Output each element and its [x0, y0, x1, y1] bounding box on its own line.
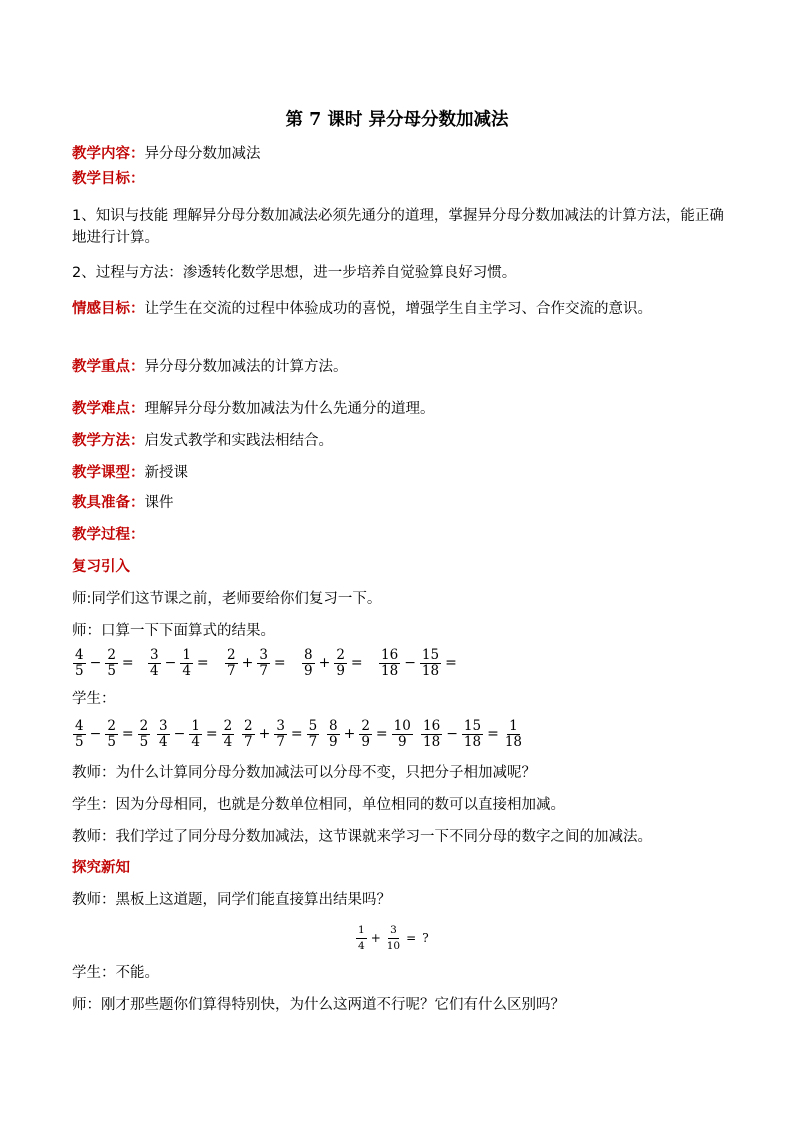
key-point-label: 教学重点：: [72, 359, 145, 375]
denominator: 5: [107, 662, 116, 679]
key-point-line: [72, 356, 732, 378]
denominator: 4: [150, 662, 159, 679]
answer-expr: [326, 714, 414, 754]
numerator: 15: [463, 717, 482, 734]
denominator: 4: [182, 662, 191, 679]
denominator: 5: [139, 733, 149, 750]
process-line: [72, 524, 732, 546]
method-text: 启发式教学和实践法相结合。: [144, 433, 333, 449]
review-line-3: 教师：为什么计算同分母分数加减法可以分母不变，只把分子相加减呢？: [72, 765, 536, 781]
fraction: [105, 719, 118, 750]
numerator: 1: [356, 923, 367, 939]
numerator: 2: [244, 717, 253, 734]
fraction: [222, 719, 235, 750]
fraction: [385, 923, 402, 954]
denominator: 9: [329, 733, 338, 750]
fraction: [421, 719, 442, 750]
numerator: 10: [393, 717, 411, 734]
numerator: 1: [191, 717, 200, 734]
numerator: 2: [227, 646, 236, 663]
content-line: [72, 143, 732, 165]
method-label: 教学方法：: [72, 433, 145, 449]
operator: −: [89, 726, 102, 742]
lesson-type-label: 教学课型：: [72, 465, 145, 481]
method-line: [72, 430, 732, 452]
problem-expr: [224, 643, 289, 683]
denominator: 7: [276, 733, 285, 750]
tools-line: [72, 492, 732, 514]
review-heading: 复习引入: [72, 559, 130, 575]
numerator: 2: [223, 717, 233, 734]
numerator: 4: [75, 646, 84, 663]
goals-item-2: 2、过程与方法：渗透转化数学思想，进一步培养自觉验算良好习惯。: [72, 265, 517, 281]
numerator: 2: [336, 646, 345, 663]
denominator: 5: [75, 733, 84, 750]
explore-line-2: 学生：不能。: [72, 965, 159, 981]
emotion-label: 情感目标：: [72, 301, 145, 317]
page-title: 第 7 课时 异分母分数加减法: [285, 110, 509, 130]
problem-expr: [301, 643, 366, 683]
operator: −: [404, 655, 416, 671]
denominator: 7: [227, 662, 236, 679]
denominator: 7: [244, 733, 253, 750]
student-label-line: 学生：: [72, 691, 116, 707]
explore-line-1: 教师：黑板上这道题，同学们能直接算出结果吗？: [72, 892, 391, 908]
denominator: 7: [308, 733, 318, 750]
review-line-4: 学生：因为分母相同，也就是分数单位相同，单位相同的数可以直接相加减。: [72, 797, 565, 813]
denominator: 4: [358, 939, 365, 952]
difficulty-text: 理解异分母分数加减法为什么先通分的道理。: [144, 401, 435, 417]
operator: +: [258, 726, 271, 742]
answer-expr: [241, 714, 320, 754]
numerator: 8: [304, 646, 313, 663]
tools-text: 课件: [144, 495, 174, 511]
numerator: 5: [308, 717, 318, 734]
answer-expr: [156, 714, 235, 754]
denominator: 10: [386, 939, 401, 952]
denominator: 18: [463, 733, 482, 750]
problem-expr: [147, 643, 212, 683]
numerator: 1: [509, 717, 518, 734]
numerator: 15: [421, 646, 440, 663]
denominator: 5: [107, 733, 116, 750]
denominator: 4: [223, 733, 233, 750]
fraction: [157, 719, 170, 750]
numerator: 1: [182, 646, 191, 663]
fraction: [327, 719, 340, 750]
fraction: [73, 648, 86, 679]
fraction: [356, 923, 367, 954]
review-line-1: 师:同学们这节课之前，老师要给你们复习一下。: [72, 591, 382, 607]
fraction: [462, 719, 483, 750]
fraction: [189, 719, 202, 750]
answer-expr: [72, 714, 151, 754]
difficulty-line: [72, 398, 732, 420]
equals-sign: =: [273, 655, 286, 671]
equals-sign: =: [406, 931, 417, 945]
operator: +: [343, 726, 356, 742]
equals-sign: =: [375, 726, 388, 742]
fraction: [420, 648, 441, 679]
operator: −: [164, 655, 177, 671]
equals-sign: =: [445, 655, 457, 671]
explore-heading: 探究新知: [72, 860, 130, 876]
fraction: [302, 648, 315, 679]
content-label: 教学内容：: [72, 146, 145, 162]
explore-line-3: 师：刚才那些题你们算得特别快，为什么这两道不行呢？它们有什么区别吗？: [72, 997, 565, 1013]
goals-label-line: [72, 168, 732, 190]
question-mark: ?: [422, 931, 429, 945]
equals-sign: =: [196, 655, 209, 671]
denominator: 9: [336, 662, 345, 679]
difficulty-label: 教学难点：: [72, 401, 145, 417]
lesson-type-line: [72, 462, 732, 484]
fraction: [148, 648, 161, 679]
fraction: [334, 648, 347, 679]
operator: +: [318, 655, 331, 671]
fraction: [503, 719, 524, 750]
numerator: 16: [381, 646, 399, 663]
equals-sign: =: [205, 726, 218, 742]
fraction: [359, 719, 372, 750]
goals-label: 教学目标：: [72, 171, 145, 187]
goals-item-1: 1、知识与技能 理解异分母分数加减法必须先通分的道理，掌握异分母分数加减法的计算方法，能正确地进行计算。: [72, 208, 724, 246]
operator: −: [173, 726, 186, 742]
operator: −: [89, 655, 102, 671]
denominator: 18: [381, 662, 399, 679]
lesson-type-text: 新授课: [144, 465, 188, 481]
denominator: 7: [259, 662, 268, 679]
numerator: 3: [159, 717, 168, 734]
process-label: 教学过程：: [72, 527, 145, 543]
numerator: 16: [423, 717, 441, 734]
key-point-text: 异分母分数加减法的计算方法。: [144, 359, 348, 375]
content-text: 异分母分数加减法: [144, 146, 261, 162]
review-heading-line: [72, 556, 732, 578]
denominator: 9: [304, 662, 313, 679]
explore-equation: [355, 920, 432, 956]
denominator: 5: [75, 662, 84, 679]
fraction: [274, 719, 287, 750]
emotion-text: 让学生在交流的过程中体验成功的喜悦，增强学生自主学习、合作交流的意识。: [144, 301, 652, 317]
numerator: 3: [150, 646, 159, 663]
denominator: 18: [423, 733, 441, 750]
fraction: [180, 648, 193, 679]
numerator: 8: [329, 717, 338, 734]
explore-heading-line: [72, 857, 732, 879]
operator: +: [241, 655, 254, 671]
problem-expr: [378, 643, 460, 683]
fraction: [105, 648, 118, 679]
equals-sign: =: [487, 726, 499, 742]
numerator: 4: [75, 717, 84, 734]
emotion-line: [72, 298, 732, 320]
equals-sign: =: [121, 655, 134, 671]
fraction: [392, 719, 413, 750]
denominator: 18: [504, 733, 523, 750]
numerator: 2: [107, 646, 116, 663]
numerator: 3: [276, 717, 285, 734]
fraction: [73, 719, 86, 750]
denominator: 9: [361, 733, 370, 750]
denominator: 9: [397, 733, 407, 750]
numerator: 3: [388, 923, 399, 939]
numerator: 3: [259, 646, 268, 663]
answer-expr: [420, 714, 525, 754]
fraction: [307, 719, 320, 750]
fraction: [379, 648, 400, 679]
equals-sign: =: [290, 726, 303, 742]
numerator: 2: [139, 717, 149, 734]
tools-label: 教具准备：: [72, 495, 145, 511]
operator: −: [446, 726, 458, 742]
review-line-5: 教师：我们学过了同分母分数加减法，这节课就来学习一下不同分母的数字之间的加减法。: [72, 829, 652, 845]
equals-sign: =: [121, 726, 134, 742]
numerator: 2: [361, 717, 370, 734]
problem-expr: [72, 643, 137, 683]
numerator: 2: [107, 717, 116, 734]
fraction: [257, 648, 270, 679]
fraction: [242, 719, 255, 750]
fraction: [138, 719, 151, 750]
operator: +: [370, 931, 381, 945]
denominator: 4: [159, 733, 168, 750]
denominator: 18: [421, 662, 440, 679]
review-line-2: 师：口算一下下面算式的结果。: [72, 623, 275, 639]
fraction: [225, 648, 238, 679]
denominator: 4: [191, 733, 200, 750]
equals-sign: =: [350, 655, 363, 671]
